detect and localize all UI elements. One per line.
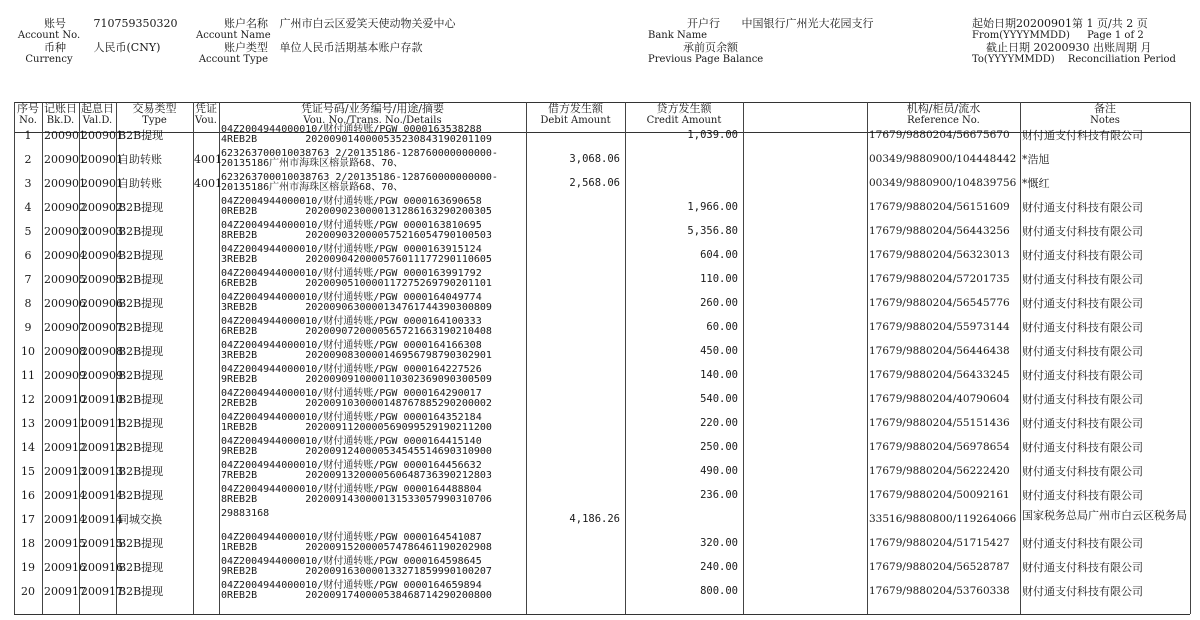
account-name-value: 广州市白云区爱笑天使动物关爱中心	[279, 17, 456, 30]
notes: 财付通支付科技有限公司	[1022, 129, 1143, 142]
booking-date: 200904	[44, 249, 86, 262]
column-header-cn: 凭证	[195, 102, 217, 115]
transaction-type: B2B提现	[118, 585, 164, 598]
details-line-2: 8REB2B 2020090320000575216054790100503	[221, 230, 492, 241]
account-no-label-en: Account No.	[17, 30, 81, 41]
column-header-en: Type	[142, 115, 167, 126]
details-line-1: 04Z2004944000010/财付通转账/PGW 0000164541087	[221, 532, 482, 543]
details-line-1: 04Z2004944000010/财付通转账/PGW 0000164227526	[221, 364, 482, 375]
details-line-2: 1REB2B 2020091120000569099529190211200	[221, 422, 492, 433]
details-line-2: 20135186广州市海珠区榕景路68、70、	[221, 182, 404, 193]
voucher: 4001	[194, 153, 222, 166]
bank-label: 开户行	[687, 17, 720, 30]
page-label: 第 1 页/共 2 页	[1072, 17, 1148, 30]
value-date: 200906	[81, 297, 123, 310]
transaction-type: B2B提现	[118, 225, 164, 238]
table-row	[14, 269, 1190, 293]
transaction-details	[221, 293, 526, 313]
notes: 财付通支付科技有限公司	[1022, 561, 1143, 574]
account-name-label: 账户名称	[224, 17, 268, 30]
table-row	[14, 509, 1190, 533]
transaction-details	[221, 365, 526, 385]
details-line-2: 9REB2B 2020091240000534545514690310900	[221, 446, 492, 457]
details-line-1: 04Z2004944000010/财付通转账/PGW 0000163991792	[221, 268, 482, 279]
column-header	[193, 103, 219, 127]
account-no-block	[17, 17, 178, 42]
reference-no: 17679/9880204/57201735	[869, 273, 1010, 285]
notes: 财付通支付科技有限公司	[1022, 393, 1143, 406]
details-line-1: 04Z2004944000010/财付通转账/PGW 0000163538288	[221, 124, 482, 135]
table-row	[14, 581, 1190, 605]
transaction-details	[221, 389, 526, 409]
column-header-cn: 备注	[1094, 102, 1116, 115]
transaction-type: B2B提现	[118, 321, 164, 334]
date-range-block	[972, 18, 1176, 66]
column-header-en: Debit Amount	[540, 115, 611, 126]
column-header-en: Notes	[1090, 115, 1120, 126]
currency-value: 人民币(CNY)	[93, 41, 161, 54]
details-line-2: 9REB2B 2020091630000133271859990100207	[221, 566, 492, 577]
column-header-cn: 序号	[17, 102, 39, 115]
start-date-label: 起始日期	[972, 17, 1016, 30]
table-row	[14, 173, 1190, 197]
value-date: 200904	[81, 249, 123, 262]
details-line-1: 04Z2004944000010/财付通转账/PGW 0000164488804	[221, 484, 482, 495]
details-line-1: 29883168	[221, 508, 270, 519]
debit-amount: 4,186.26	[569, 513, 620, 525]
value-date: 200915	[81, 537, 123, 550]
period-label-en: Reconciliation Period	[1067, 54, 1176, 65]
column-header-en: Bk.D.	[46, 115, 75, 126]
table-row	[14, 317, 1190, 341]
notes: 国家税务总局广州市白云区税务局	[1022, 509, 1187, 522]
value-date: 200905	[81, 273, 123, 286]
credit-amount: 490.00	[700, 465, 738, 477]
from-label-en: From(YYYYMMDD)	[972, 30, 1070, 41]
booking-date: 200911	[44, 417, 86, 430]
account-type-value: 单位人民币活期基本账户存款	[279, 41, 423, 54]
prev-balance-label: 承前页余额	[683, 41, 738, 54]
account-type-label: 账户类型	[224, 41, 268, 54]
prev-balance-block	[648, 42, 763, 66]
transaction-type: B2B提现	[118, 345, 164, 358]
column-header-en: Credit Amount	[646, 115, 722, 126]
notes: 财付通支付科技有限公司	[1022, 321, 1143, 334]
row-number: 15	[21, 465, 35, 478]
details-line-1: 04Z2004944000010/财付通转账/PGW 0000164352184	[221, 412, 482, 423]
booking-date: 200909	[44, 369, 86, 382]
column-header-cn: 记账日	[44, 102, 77, 115]
reference-no: 17679/9880204/56222420	[869, 465, 1010, 477]
reference-no: 17679/9880204/55973144	[869, 321, 1010, 333]
details-line-2: 6REB2B 2020090510000117275269790201101	[221, 278, 492, 289]
account-name-block	[196, 18, 456, 42]
details-line-2: 8REB2B 2020091430000131533057990310706	[221, 494, 492, 505]
transaction-details	[221, 437, 526, 457]
row-number: 1	[24, 129, 32, 142]
transaction-type: B2B提现	[118, 441, 164, 454]
details-line-1: 04Z2004944000010/财付通转账/PGW 0000164456632	[221, 460, 482, 471]
transaction-details	[221, 173, 526, 193]
transaction-type: 自助转账	[118, 153, 162, 166]
start-date-value: 20200901	[1016, 17, 1072, 30]
transaction-details	[221, 461, 526, 481]
table-bottom-rule	[14, 614, 1190, 615]
notes: 财付通支付科技有限公司	[1022, 273, 1143, 286]
row-number: 5	[24, 225, 32, 238]
value-date: 200908	[81, 345, 123, 358]
notes: 财付通支付科技有限公司	[1022, 489, 1143, 502]
value-date: 200909	[81, 369, 123, 382]
reference-no: 17679/9880204/53760338	[869, 585, 1010, 597]
redaction-mask-header	[745, 104, 843, 126]
credit-amount: 540.00	[700, 393, 738, 405]
table-row	[14, 293, 1190, 317]
transaction-details	[221, 557, 526, 577]
details-line-2: 1REB2B 2020091520000574786461190202908	[221, 542, 492, 553]
transaction-details	[221, 341, 526, 361]
value-date: 200901	[81, 129, 123, 142]
account-type-label-en: Account Type	[198, 54, 268, 65]
booking-date: 200907	[44, 321, 86, 334]
credit-amount: 240.00	[700, 561, 738, 573]
account-no-value: 710759350320	[93, 17, 178, 30]
table-row	[14, 413, 1190, 437]
redaction-mask-balance	[760, 135, 844, 613]
notes: *浩旭	[1022, 153, 1050, 166]
reference-no: 17679/9880204/56323013	[869, 249, 1010, 261]
row-number: 2	[24, 153, 32, 166]
row-number: 12	[21, 393, 35, 406]
table-row	[14, 125, 1190, 149]
notes: 财付通支付科技有限公司	[1022, 249, 1143, 262]
table-row	[14, 197, 1190, 221]
details-line-1: 04Z2004944000010/财付通转账/PGW 0000164049774	[221, 292, 482, 303]
column-header	[526, 103, 625, 127]
booking-date: 200910	[44, 393, 86, 406]
transaction-type: B2B提现	[118, 369, 164, 382]
value-date: 200911	[81, 417, 123, 430]
bank-label-en: Bank Name	[648, 30, 708, 41]
column-header-cn: 凭证号码/业务编号/用途/摘要	[300, 102, 445, 115]
period-label: 出账周期 月	[1093, 41, 1152, 54]
booking-date: 200903	[44, 225, 86, 238]
row-number: 19	[21, 561, 35, 574]
column-header-en: Vou. No./Trans. No./Details	[303, 115, 442, 126]
reference-no: 17679/9880204/56545776	[869, 297, 1010, 309]
column-header-cn: 机构/柜员/流水	[906, 102, 981, 115]
notes: 财付通支付科技有限公司	[1022, 225, 1143, 238]
details-line-1: 04Z2004944000010/财付通转账/PGW 0000164166308	[221, 340, 482, 351]
table-row	[14, 389, 1190, 413]
column-header-en: Vou.	[195, 115, 217, 126]
booking-date: 200914	[44, 489, 86, 502]
transaction-details	[221, 317, 526, 337]
credit-amount: 800.00	[700, 585, 738, 597]
reference-no: 17679/9880204/56446438	[869, 345, 1010, 357]
credit-amount: 220.00	[700, 417, 738, 429]
table-row	[14, 485, 1190, 509]
column-header	[116, 103, 193, 127]
reference-no: 00349/9880900/104448442	[869, 153, 1017, 165]
booking-date: 200908	[44, 345, 86, 358]
table-row	[14, 533, 1190, 557]
value-date: 200901	[81, 153, 123, 166]
booking-date: 200914	[44, 513, 86, 526]
row-number: 10	[21, 345, 35, 358]
credit-amount: 320.00	[700, 537, 738, 549]
column-header	[1020, 103, 1190, 127]
reference-no: 17679/9880204/55151436	[869, 417, 1010, 429]
details-line-1: 623263700010038763 2/20135186-128760000000000-	[221, 172, 498, 183]
transaction-type: B2B提现	[118, 297, 164, 310]
row-number: 4	[24, 201, 32, 214]
to-label-en: To(YYYYMMDD)	[972, 54, 1055, 65]
details-line-2: 4REB2B 2020090140000535230843190201109	[221, 134, 492, 145]
row-number: 7	[24, 273, 32, 286]
end-date-value: 20200930	[1033, 41, 1090, 54]
table-row	[14, 437, 1190, 461]
credit-amount: 250.00	[700, 441, 738, 453]
booking-date: 200901	[44, 153, 86, 166]
currency-label-en: Currency	[25, 54, 73, 65]
column-header	[14, 103, 42, 127]
reference-no: 33516/9880800/119264066	[869, 513, 1017, 525]
details-line-2: 20135186广州市海珠区榕景路68、70、	[221, 158, 404, 169]
booking-date: 200912	[44, 441, 86, 454]
notes: 财付通支付科技有限公司	[1022, 585, 1143, 598]
row-number: 9	[24, 321, 32, 334]
details-line-2: 6REB2B 2020090720000565721663190210408	[221, 326, 492, 337]
reference-no: 17679/9880204/56528787	[869, 561, 1010, 573]
column-header-cn: 交易类型	[132, 102, 177, 115]
booking-date: 200916	[44, 561, 86, 574]
reference-no: 00349/9880900/104839756	[869, 177, 1017, 189]
reference-no: 17679/9880204/56675670	[869, 129, 1010, 141]
row-number: 11	[21, 369, 35, 382]
row-number: 17	[21, 513, 35, 526]
credit-amount: 450.00	[700, 345, 738, 357]
notes: 财付通支付科技有限公司	[1022, 537, 1143, 550]
credit-amount: 110.00	[700, 273, 738, 285]
column-header	[79, 103, 116, 127]
booking-date: 200917	[44, 585, 86, 598]
debit-amount: 2,568.06	[569, 177, 620, 189]
transaction-details	[221, 509, 526, 519]
details-line-1: 04Z2004944000010/财付通转账/PGW 0000164598645	[221, 556, 482, 567]
transaction-details	[221, 125, 526, 145]
details-line-1: 623263700010038763 2/20135186-128760000000000-	[221, 148, 498, 159]
details-line-1: 04Z2004944000010/财付通转账/PGW 0000163690658	[221, 196, 482, 207]
reference-no: 17679/9880204/56978654	[869, 441, 1010, 453]
currency-block	[26, 42, 160, 66]
value-date: 200903	[81, 225, 123, 238]
details-line-2: 2REB2B 2020091030000148767885290200002	[221, 398, 492, 409]
transaction-type: B2B提现	[118, 393, 164, 406]
notes: 财付通支付科技有限公司	[1022, 201, 1143, 214]
details-line-1: 04Z2004944000010/财付通转账/PGW 0000164100333	[221, 316, 482, 327]
transaction-details	[221, 197, 526, 217]
booking-date: 200913	[44, 465, 86, 478]
column-header	[867, 103, 1020, 127]
details-line-1: 04Z2004944000010/财付通转账/PGW 0000164415140	[221, 436, 482, 447]
row-number: 14	[21, 441, 35, 454]
table-row	[14, 557, 1190, 581]
details-line-2: 7REB2B 2020091320000560648736390212803	[221, 470, 492, 481]
column-header-cn: 借方发生额	[548, 102, 603, 115]
column-header-en: Reference No.	[907, 115, 980, 126]
notes: *慨红	[1022, 177, 1050, 190]
transaction-type: 同城交换	[118, 513, 162, 526]
value-date: 200913	[81, 465, 123, 478]
reference-no: 17679/9880204/56443256	[869, 225, 1010, 237]
details-line-2: 3REB2B 2020090830000146956798790302901	[221, 350, 492, 361]
transaction-type: B2B提现	[118, 417, 164, 430]
details-line-2: 9REB2B 2020090910000110302369090300509	[221, 374, 492, 385]
credit-amount: 60.00	[706, 321, 738, 333]
reference-no: 17679/9880204/56433245	[869, 369, 1010, 381]
value-date: 200916	[81, 561, 123, 574]
row-number: 13	[21, 417, 35, 430]
value-date: 200910	[81, 393, 123, 406]
column-line	[1190, 102, 1191, 614]
transaction-type: 自助转账	[118, 177, 162, 190]
row-number: 3	[24, 177, 32, 190]
transaction-type: B2B提现	[118, 249, 164, 262]
table-row	[14, 149, 1190, 173]
booking-date: 200915	[44, 537, 86, 550]
end-date-label: 截止日期	[986, 41, 1030, 54]
notes: 财付通支付科技有限公司	[1022, 417, 1143, 430]
notes: 财付通支付科技有限公司	[1022, 465, 1143, 478]
details-line-2: 0REB2B 2020090230000131286163290200305	[221, 206, 492, 217]
notes: 财付通支付科技有限公司	[1022, 369, 1143, 382]
debit-amount: 3,068.06	[569, 153, 620, 165]
transaction-type: B2B提现	[118, 201, 164, 214]
booking-date: 200902	[44, 201, 86, 214]
transaction-type: B2B提现	[118, 561, 164, 574]
transaction-details	[221, 533, 526, 553]
value-date: 200917	[81, 585, 123, 598]
reference-no: 17679/9880204/51715427	[869, 537, 1010, 549]
credit-amount: 1,039.00	[687, 129, 738, 141]
details-line-1: 04Z2004944000010/财付通转账/PGW 0000163915124	[221, 244, 482, 255]
details-line-1: 04Z2004944000010/财付通转账/PGW 0000163810695	[221, 220, 482, 231]
transaction-details	[221, 269, 526, 289]
reference-no: 17679/9880204/40790604	[869, 393, 1010, 405]
bank-value: 中国银行广州光大花园支行	[741, 17, 874, 30]
row-number: 16	[21, 489, 35, 502]
row-number: 20	[21, 585, 35, 598]
table-row	[14, 365, 1190, 389]
transaction-type: B2B提现	[118, 273, 164, 286]
page-label-en: Page 1 of 2	[1087, 30, 1144, 41]
value-date: 200912	[81, 441, 123, 454]
column-header-cn: 起息日	[81, 102, 114, 115]
account-name-label-en: Account Name	[196, 30, 271, 41]
booking-date: 200905	[44, 273, 86, 286]
table-row	[14, 221, 1190, 245]
credit-amount: 604.00	[700, 249, 738, 261]
column-header	[625, 103, 743, 127]
row-number: 8	[24, 297, 32, 310]
transaction-details	[221, 149, 526, 169]
transaction-details	[221, 581, 526, 601]
reference-no: 17679/9880204/56151609	[869, 201, 1010, 213]
row-number: 18	[21, 537, 35, 550]
column-header	[42, 103, 79, 127]
currency-label: 币种	[44, 41, 66, 54]
account-no-label: 账号	[44, 17, 66, 30]
transaction-details	[221, 413, 526, 433]
transaction-type: B2B提现	[118, 129, 164, 142]
value-date: 200901	[81, 177, 123, 190]
booking-date: 200901	[44, 129, 86, 142]
account-type-block	[196, 42, 423, 66]
value-date: 200907	[81, 321, 123, 334]
transaction-details	[221, 221, 526, 241]
details-line-1: 04Z2004944000010/财付通转账/PGW 0000164290017	[221, 388, 482, 399]
notes: 财付通支付科技有限公司	[1022, 345, 1143, 358]
bank-block	[648, 18, 874, 42]
transaction-type: B2B提现	[118, 537, 164, 550]
transaction-type: B2B提现	[118, 489, 164, 502]
table-row	[14, 245, 1190, 269]
column-header-en: No.	[19, 115, 37, 126]
credit-amount: 5,356.80	[687, 225, 738, 237]
value-date: 200914	[81, 513, 123, 526]
details-line-2: 3REB2B 2020090420000576011177290110605	[221, 254, 492, 265]
details-line-2: 3REB2B 2020090630000134761744390300809	[221, 302, 492, 313]
column-header-cn: 贷方发生额	[656, 102, 712, 115]
details-line-1: 04Z2004944000010/财付通转账/PGW 0000164659894	[221, 580, 482, 591]
credit-amount: 236.00	[700, 489, 738, 501]
table-row	[14, 461, 1190, 485]
booking-date: 200906	[44, 297, 86, 310]
credit-amount: 1,966.00	[687, 201, 738, 213]
reference-no: 17679/9880204/50092161	[869, 489, 1010, 501]
value-date: 200914	[81, 489, 123, 502]
notes: 财付通支付科技有限公司	[1022, 297, 1143, 310]
transaction-details	[221, 245, 526, 265]
credit-amount: 140.00	[700, 369, 738, 381]
column-header-en: Val.D.	[82, 115, 113, 126]
table-row	[14, 341, 1190, 365]
transaction-type: B2B提现	[118, 465, 164, 478]
prev-balance-label-en: Previous Page Balance	[648, 54, 764, 65]
value-date: 200902	[81, 201, 123, 214]
details-line-2: 0REB2B 2020091740000538468714290200800	[221, 590, 492, 601]
notes: 财付通支付科技有限公司	[1022, 441, 1143, 454]
transaction-details	[221, 485, 526, 505]
voucher: 4001	[194, 177, 222, 190]
row-number: 6	[24, 249, 32, 262]
credit-amount: 260.00	[700, 297, 738, 309]
booking-date: 200901	[44, 177, 86, 190]
